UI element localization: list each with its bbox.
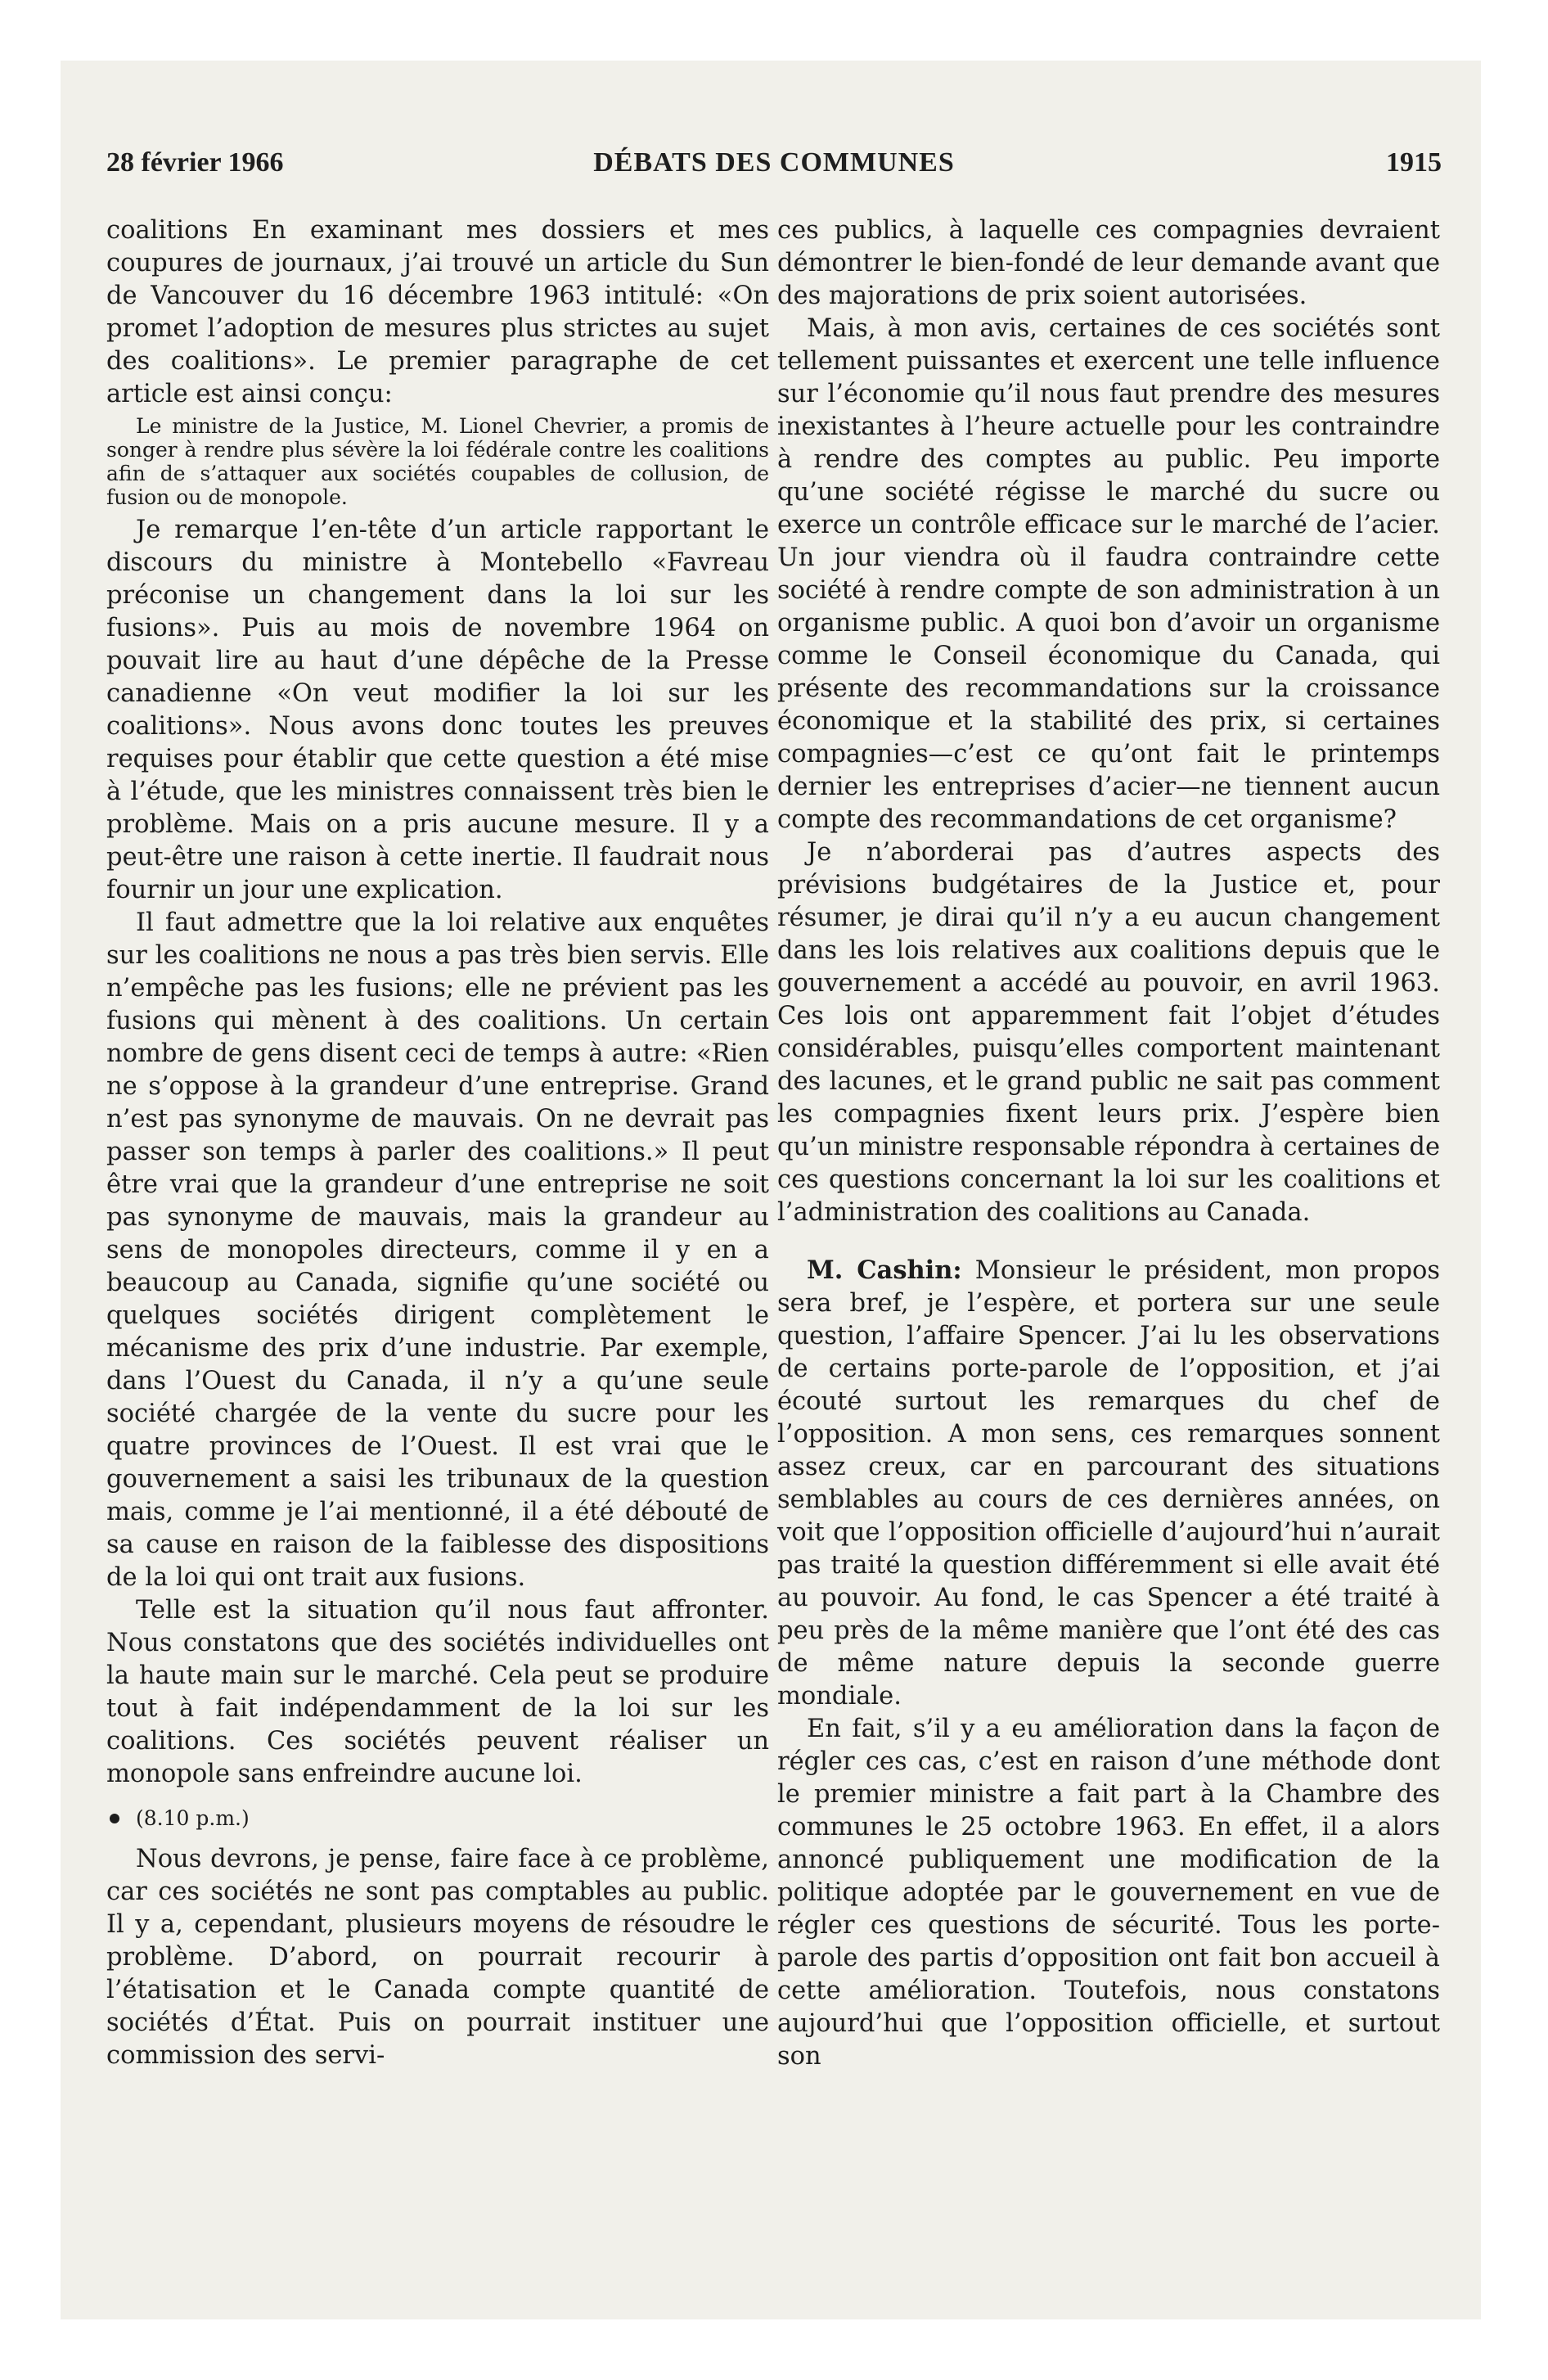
right-column [777, 214, 1440, 2073]
block-quote: Le ministre de la Justice, M. Lionel Chevrier, a promis de songer à rendre plus sévère la loi fédérale contre les coalitions afin de s’attaquer aux sociétés coupables de collusion, de fusion ou de monopole. [106, 414, 769, 509]
paragraph: En fait, s’il y a eu amélioration dans la façon de régler ces cas, c’est en raison d’une méthode dont le premier ministre a fait part à la Chambre des communes le 25 octobre 1963. En effet, il a alors annoncé publiquement une modification de la politique adoptée par le gouvernement en vue de régler ces questions de sécurité. Tous les porte-parole des partis d’opposition ont fait bon accueil à cette amélioration. Toutefois, nous constatons aujourd’hui que l’opposition officielle, et surtout son [777, 1715, 1440, 2071]
paragraph: Je remarque l’en-tête d’un article rapportant le discours du ministre à Montebello «Favreau préconise un changement dans la loi sur les fusions». Puis au mois de novembre 1964 on pouvait lire au haut d’une dépêche de la Presse canadienne «On veut modifier la loi sur les coalitions». Nous avons donc toutes les preuves requises pour établir que cette question a été mise à l’étude, que les ministres connaissent très bien le problème. Mais on a pris aucune mesure. Il y a peut-être une raison à cette inertie. Il faudrait nous fournir un jour une explication. [106, 516, 769, 904]
speaker-name: M. Cashin: [807, 1255, 962, 1285]
paragraph: Je n’aborderai pas d’autres aspects des prévisions budgétaires de la Justice et, pour résumer, je dirai qu’il n’y a eu aucun changement dans les lois relatives aux coalitions depuis que le gouvernement a accédé au pouvoir, en avril 1963. Ces lois ont apparemment fait l’objet d’études considérables, puisqu’elles comportent maintenant des lacunes, et le grand public ne sait pas comment les compagnies fixent leurs prix. J’espère bien qu’un ministre responsable répondra à certaines de ces questions concernant la loi sur les coalitions et l’administration des coalitions au Canada. [777, 838, 1440, 1227]
timestamp-text: (8.10 p.m.) [136, 1806, 250, 1830]
paragraph: coalitions En examinant mes dossiers et mes coupures de journaux, j’ai trouvé un article du Sun de Vancouver du 16 décembre 1963 intitulé: «On promet l’adoption de mesures plus strictes au sujet des coalitions». Le premier paragraphe de cet article est ainsi conçu: [106, 216, 769, 408]
page-header [106, 147, 1442, 188]
paragraph: Nous devrons, je pense, faire face à ce problème, car ces sociétés ne sont pas comptables au public. Il y a, cependant, plusieurs moyens de résoudre le problème. D’abord, on pourrait recourir à l’étatisation et le Canada compte quantité de sociétés d’État. Puis on pourrait instituer une commission des servi- [106, 1845, 769, 2070]
paragraph: ces publics, à laquelle ces compagnies devraient démontrer le bien-fondé de leur demande avant que des majorations de prix soient autorisées. [777, 216, 1440, 310]
page-number: 1915 [1386, 147, 1442, 178]
header-date: 28 février 1966 [106, 147, 284, 178]
timestamp [106, 1802, 769, 1835]
paragraph: Telle est la situation qu’il nous faut affronter. Nous constatons que des sociétés individuelles ont la haute main sur le marché. Cela peut se produire tout à fait indépendamment de la loi sur les coalitions. Ces sociétés peuvent réaliser un monopole sans enfreindre aucune loi. [106, 1596, 769, 1788]
paragraph: Mais, à mon avis, certaines de ces sociétés sont tellement puissantes et exercent une telle influence sur l’économie qu’il nous faut prendre des mesures inexistantes à l’heure actuelle pour les contraindre à rendre des comptes au public. Peu importe qu’une société régisse le marché du sucre ou exerce un contrôle efficace sur le marché de l’acier. Un jour viendra où il faudra contraindre cette société à rendre compte de son administration à un organisme public. A quoi bon d’avoir un organisme comme le Conseil économique du Canada, qui présente des recommandations sur la croissance économique et la stabilité des prix, si certaines compagnies—c’est ce qu’ont fait le printemps dernier les entreprises d’acier—ne tiennent aucun compte des recommandations de cet organisme? [777, 314, 1440, 834]
bullet-icon [110, 1814, 119, 1823]
header-title: DÉBATS DES COMMUNES [593, 147, 955, 178]
paragraph: Il faut admettre que la loi relative aux enquêtes sur les coalitions ne nous a pas très bien servis. Elle n’empêche pas les fusions; elle ne prévient pas les fusions qui mènent à des coalitions. Un certain nombre de gens disent ceci de temps à autre: «Rien ne s’oppose à la grandeur d’une entreprise. Grand n’est pas synonyme de mauvais. On ne devrait pas passer son temps à parler des coalitions.» Il peut être vrai que la grandeur d’une entreprise ne soit pas synonyme de mauvais, mais la grandeur au sens de monopoles directeurs, comme il y en a beaucoup au Canada, signifie qu’une société ou quelques sociétés dirigent complètement le mécanisme des prix d’une industrie. Par exemple, dans l’Ouest du Canada, il n’y a qu’une seule société chargée de la vente du sucre pour les quatre provinces de l’Ouest. Il est vrai que le gouvernement a saisi les tribunaux de la question mais, comme je l’ai mentionné, il a été débouté de sa cause en raison de la faiblesse des dispositions de la loi qui ont trait aux fusions. [106, 908, 769, 1592]
speech-text: Monsieur le président, mon propos sera bref, je l’espère, et portera sur une seule question, l’affaire Spencer. J’ai lu les observations de certains porte-parole de l’opposition, et j’ai écouté surtout les remarques du chef de l’opposition. A mon sens, ces remarques sonnent assez creux, car en parcourant des situations semblables au cours de ces dernières années, on voit que l’opposition officielle d’aujourd’hui n’aurait pas traité la question différemment si elle avait été au pouvoir. Au fond, le cas Spencer a été traité à peu près de la même manière que l’ont été des cas de même nature depuis la seconde guerre mondiale. [777, 1256, 1440, 1711]
speaker-paragraph [777, 1254, 1440, 1713]
left-column [106, 214, 769, 2072]
